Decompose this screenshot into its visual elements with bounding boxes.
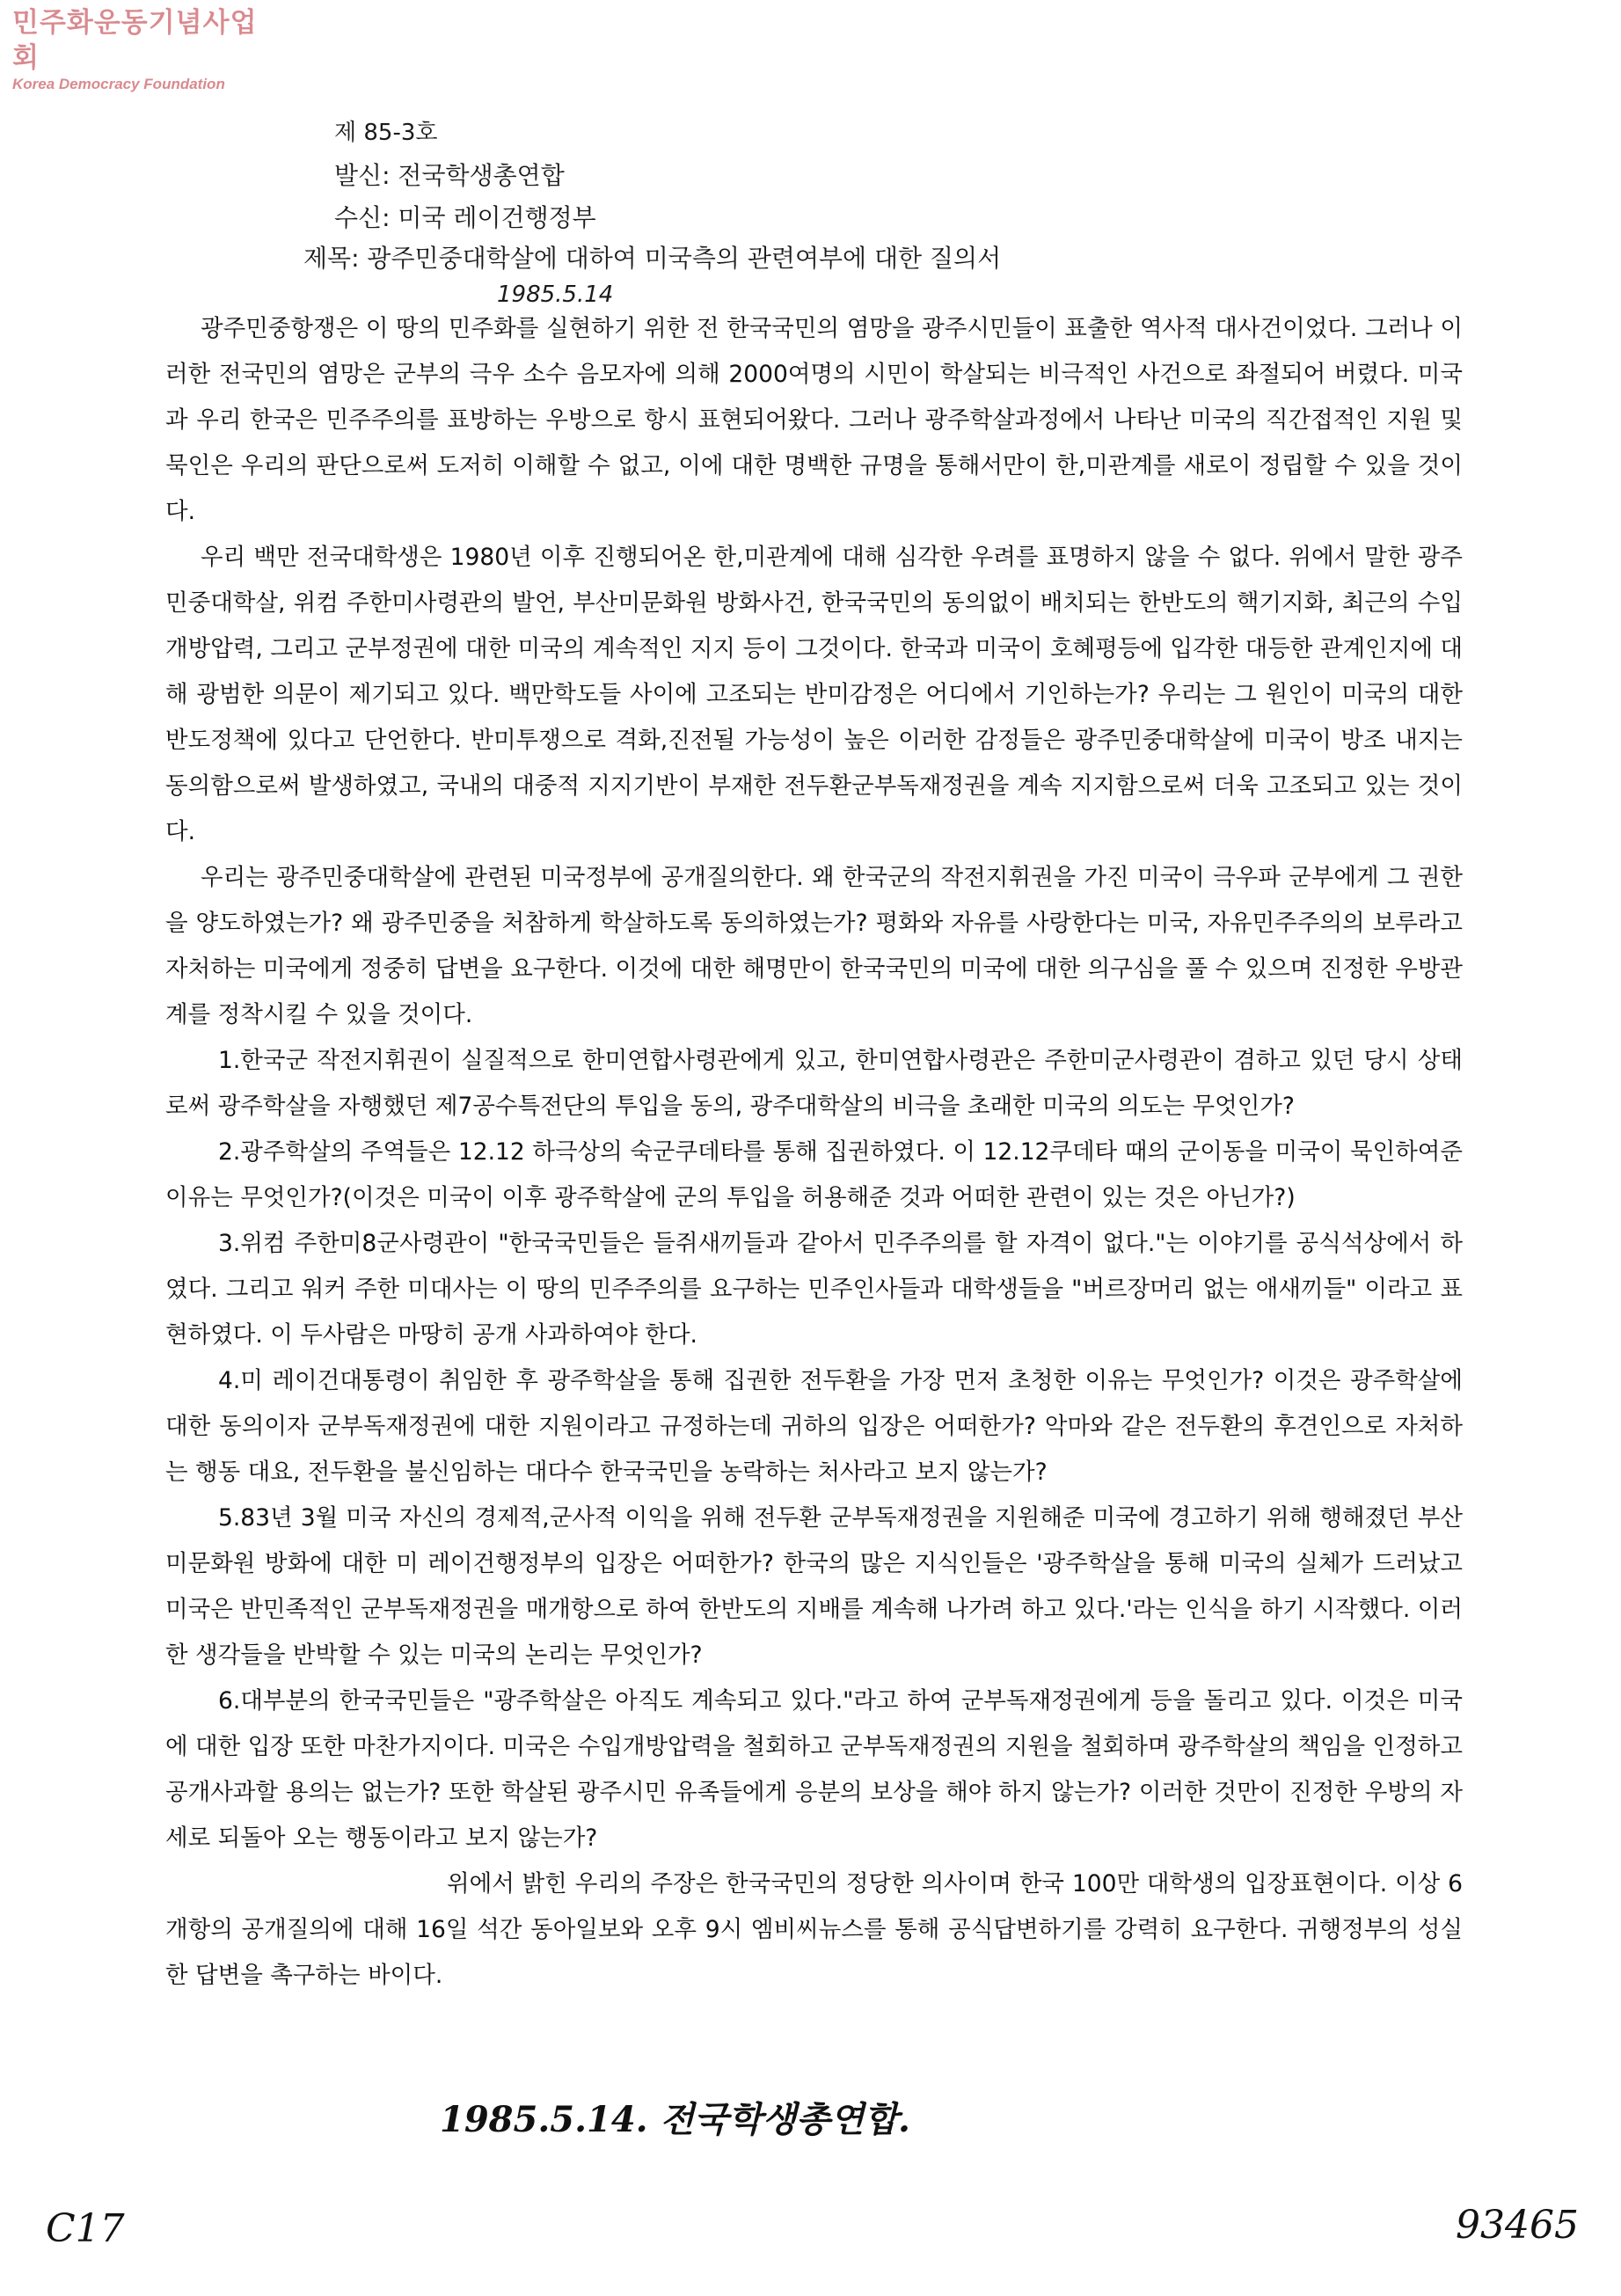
sender-line: 발신: 전국학생총연합 [334, 161, 565, 190]
question-3: 3.위컴 주한미8군사령관이 "한국국민들은 들쥐새끼들과 같아서 민주주의를 할 자격이 없다."는 이야기를 공식석상에서 하였다. 그리고 워커 주한 미대사는 이 땅의 민주주의를 요구하는 민주인사들과 대학생들을 "버르장머리 없는 애새끼들" 이라고 표현하였다. 이 두사람은 마땅히 공개 사과하여야 한다. [165, 1230, 1463, 1349]
subject-line: 제목: 광주민중대학살에 대하여 미국측의 관련여부에 대한 질의서 [303, 244, 1002, 273]
question-5: 5.83년 3월 미국 자신의 경제적,군사적 이익을 위해 전두환 군부독재정권을 지원해준 미국에 경고하기 위해 행해졌던 부산미문화원 방화에 대한 미 레이건행정부의 입장은 어떠한가? 한국의 많은 지식인들은 '광주학살을 통해 미국의 실체가 드러났고 미국은 반민족적인 군부독재정권을 매개항으로 하여 한반도의 지배를 계속해 나가려 하고 있다.'라는 인식을 하기 시작했다. 이러한 생각들을 반박할 수 있는 미국의 논리는 무엇인가? [165, 1504, 1463, 1669]
signature-line: 1985.5.14. 전국학생총연합. [440, 2099, 910, 2140]
question-4: 4.미 레이건대통령이 취임한 후 광주학살을 통해 집권한 전두환을 가장 먼저 초청한 이유는 무엇인가? 이것은 광주학살에 대한 동의이자 군부독재정권에 대한 지원이라고 규정하는데 귀하의 입장은 어떠한가? 악마와 같은 전두환의 후견인으로 자처하는 행동 대요, 전두환을 불신임하는 대다수 한국국민을 농락하는 처사라고 보지 않는가? [165, 1367, 1463, 1486]
paragraph-inquiry: 우리는 광주민중대학살에 관련된 미국정부에 공개질의한다. 왜 한국군의 작전지휘권을 가진 미국이 극우파 군부에게 그 권한을 양도하였는가? 왜 광주민중을 처참하게 학살하도록 동의하였는가? 평화와 자유를 사랑한다는 미국, 자유민주주의의 보루라고 자처하는 미국에게 정중히 답변을 요구한다. 이것에 대한 해명만이 한국국민의 미국에 대한 의구심을 풀 수 있으며 진정한 우방관계를 정착시킬 수 있을 것이다. [165, 864, 1463, 1028]
archive-number-right: 93465 [1456, 2203, 1579, 2248]
question-6: 6.대부분의 한국국민들은 "광주학살은 아직도 계속되고 있다."라고 하여 군부독재정권에게 등을 돌리고 있다. 이것은 미국에 대한 입장 또한 마찬가지이다. 미국은 수입개방압력을 철회하고 군부독재정권의 지원을 철회하며 광주학살의 책임을 인정하고 공개사과할 용의는 없는가? 또한 학살된 광주시민 유족들에게 응분의 보상을 해야 하지 않는가? 이러한 것만이 진정한 우방의 자세로 되돌아 오는 행동이라고 보지 않는가? [165, 1687, 1463, 1852]
paragraph-concerns: 우리 백만 전국대학생은 1980년 이후 진행되어온 한,미관계에 대해 심각한 우려를 표명하지 않을 수 없다. 위에서 말한 광주민중대학살, 위컴 주한미사령관의 발언, 부산미문화원 방화사건, 한국국민의 동의없이 배치되는 한반도의 핵기지화, 최근의 수입개방압력, 그리고 군부정권에 대한 미국의 계속적인 지지 등이 그것이다. 한국과 미국이 호혜평등에 입각한 대등한 관계인지에 대해 광범한 의문이 제기되고 있다. 백만학도들 사이에 고조되는 반미감정은 어디에서 기인하는가? 우리는 그 원인이 미국의 대한반도정책에 있다고 단언한다. 반미투쟁으로 격화,진전될 가능성이 높은 이러한 감정들은 광주민중대학살에 미국이 방조 내지는 동의함으로써 발생하였고, 국내의 대중적 지지기반이 부재한 전두환군부독재정권을 계속 지지함으로써 더욱 고조되고 있는 것이다. [165, 544, 1463, 845]
question-2: 2.광주학살의 주역들은 12.12 하극상의 숙군쿠데타를 통해 집권하였다. 이 12.12쿠데타 때의 군이동을 미국이 묵인하여준 이유는 무엇인가?(이것은 미국이 이후 광주학살에 군의 투입을 허용해준 것과 어떠한 관련이 있는 것은 아닌가?) [165, 1138, 1463, 1211]
paragraph-closing: 위에서 밝힌 우리의 주장은 한국국민의 정당한 의사이며 한국 100만 대학생의 입장표현이다. 이상 6개항의 공개질의에 대해 16일 석간 동아일보와 오후 9시 엠비씨뉴스를 통해 공식답변하기를 강력히 요구한다. 귀행정부의 성실한 답변을 촉구하는 바이다. [165, 1870, 1463, 1989]
document-date: 1985.5.14 [497, 282, 614, 308]
document-header [0, 0, 1621, 308]
archive-mark-left: C17 [46, 2206, 125, 2251]
doc-number: 제 85-3호 [334, 120, 438, 146]
watermark-korean: 민주화운동기념사업회 [12, 7, 258, 74]
letter-body [165, 306, 1463, 1999]
recipient-line: 수신: 미국 레이건행정부 [334, 203, 596, 232]
question-1: 1.한국군 작전지휘권이 실질적으로 한미연합사령관에게 있고, 한미연합사령관은 주한미군사령관이 겸하고 있던 당시 상태로써 광주학살을 자행했던 제7공수특전단의 투입을 동의, 광주대학살의 비극을 초래한 미국의 의도는 무엇인가? [165, 1047, 1463, 1120]
paragraph-intro: 광주민중항쟁은 이 땅의 민주화를 실현하기 위한 전 한국국민의 염망을 광주시민들이 표출한 역사적 대사건이었다. 그러나 이러한 전국민의 염망은 군부의 극우 소수 음모자에 의해 2000여명의 시민이 학살되는 비극적인 사건으로 좌절되어 버렸다. 미국과 우리 한국은 민주주의를 표방하는 우방으로 항시 표현되어왔다. 그러나 광주학살과정에서 나타난 미국의 직간접적인 지원 및 묵인은 우리의 판단으로써 도저히 이해할 수 없고, 이에 대한 명백한 규명을 통해서만이 한,미관계를 새로이 정립할 수 있을 것이다. [165, 315, 1463, 525]
watermark-english: Korea Democracy Foundation [12, 76, 225, 92]
